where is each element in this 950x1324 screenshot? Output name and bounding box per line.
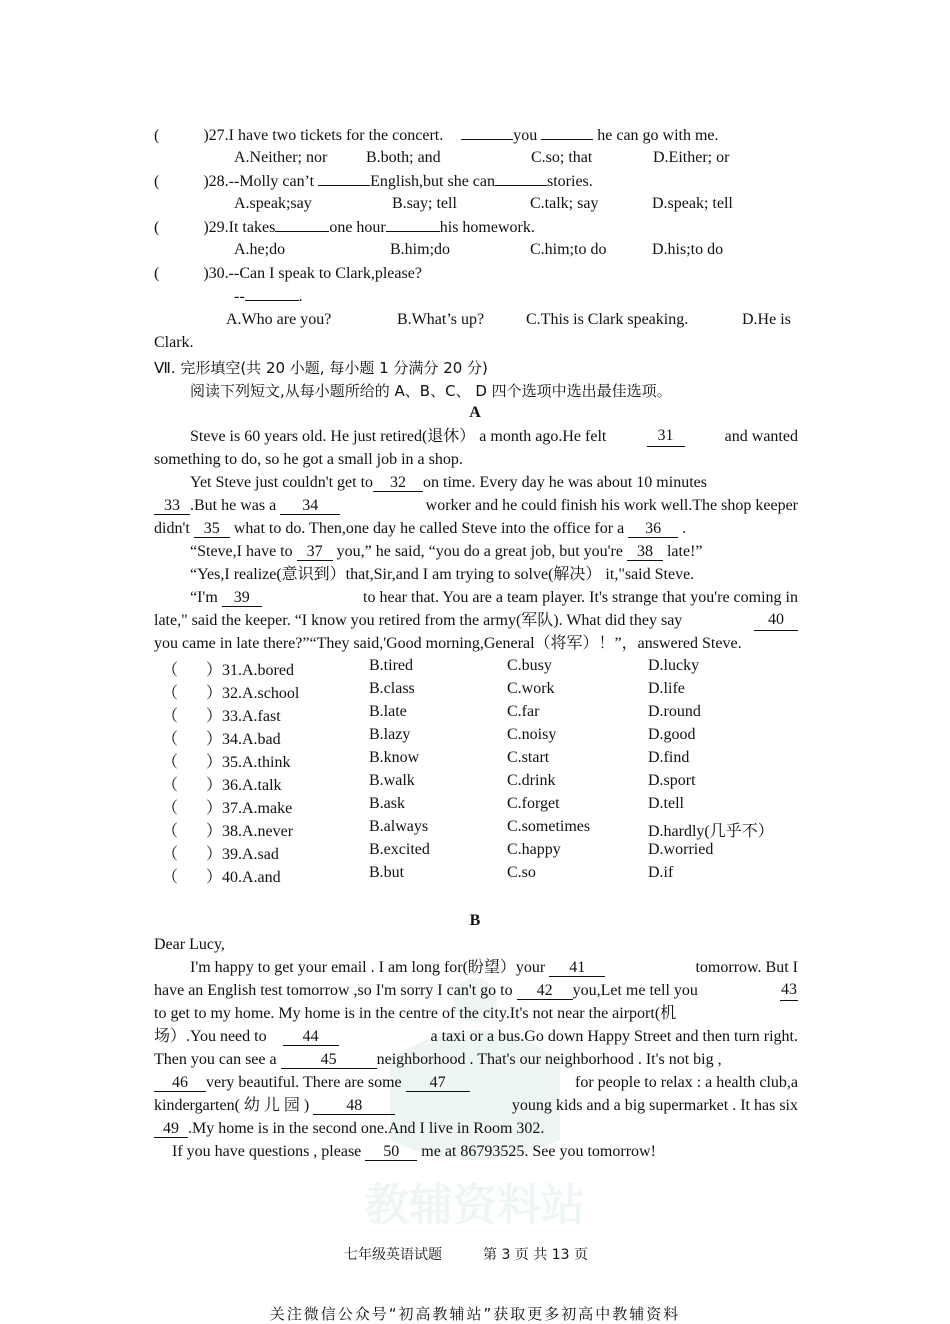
option-29b: B.him;do [390,241,451,258]
blank [541,139,593,140]
blank [495,185,547,186]
answer-paren: （ [162,708,179,725]
passage-b-line3: to get to my home. My home is in the centre of the city.It's not near the airport(机 [154,1005,677,1022]
passage-a-line5: didn't 35 what to do. Then,one day he called Steve into the office for a 36 . [154,520,687,537]
passage-b-line1: I'm happy to get your email . I am long for(盼望）your 41 tomorrow. But I [190,959,798,976]
option-d: D.sport [648,772,696,789]
option-c: C.sometimes [507,818,591,835]
option-b: B.late [369,703,407,720]
option-27d: D.Either; or [653,149,730,166]
passage-a-line7: “Yes,I realize(意识到）that,Sir,and I am trying to solve(解决） it,"said Steve. [190,566,695,583]
option-28b: B.say; tell [392,195,457,212]
passage-a-line1: Steve is 60 years old. He just retired(退休） a month ago.He felt 31 and wanted [190,427,798,445]
passage-a-line6: “Steve,I have to 37 you,” he said, “you do a great job, but you're 38 late!” [190,543,703,560]
option-b: B.lazy [369,726,411,743]
option-a: ）34.A.bad [206,731,281,748]
option-b: B.know [369,749,420,766]
option-28a: A.speak;say [234,195,312,212]
passage-b-line5: Then you can see a 45 neighborhood . That's our neighborhood . It's not big , [154,1051,722,1068]
option-d: D.good [648,726,696,743]
option-c: C.drink [507,772,556,789]
option-27c: C.so; that [531,149,593,166]
option-c: C.so [507,864,536,881]
option-d: D.lucky [648,657,700,674]
option-a: ）32.A.school [206,685,300,702]
option-d: D.hardly(几乎不） [648,823,774,840]
option-c: C.busy [507,657,552,674]
passage-b-line6: 46 very beautiful. There are some 47 for people to relax : a health club,a [154,1073,798,1093]
option-c: C.far [507,703,540,720]
answer-paren: （ [162,662,179,679]
option-30b: B.What’s up? [397,311,485,328]
passage-a-line4: 33 .But he was a 34 worker and he could finish his work well.The shop keeper [154,496,798,516]
passage-b-line8: 49 .My home is in the second one.And I live in Room 302. [154,1119,544,1139]
option-29c: C.him;to do [530,241,607,258]
section-heading: Ⅶ. 完形填空(共 20 小题, 每小题 1 分满分 20 分) [154,359,488,377]
option-27b: B.both; and [366,149,441,166]
option-c: C.start [507,749,550,766]
watermark-text: 教辅资料站 [365,1180,585,1231]
option-c: C.work [507,680,555,697]
option-28c: C.talk; say [530,195,599,212]
question-27: ( )27.I have two tickets for the concert. you he can go with me. [154,127,719,144]
passage-a-line9: late," said the keeper. “I know you retired from the army(军队). What did they say 40 [154,611,798,631]
question-28: ( )28.--Molly can’t English,but she can stories. [154,173,593,190]
answer-paren: （ [162,754,179,771]
option-d: D.round [648,703,701,720]
option-29d: D.his;to do [652,241,724,258]
passage-a-line2: something to do, so he got a small job in a shop. [154,451,463,468]
option-a: ）36.A.talk [206,777,282,794]
option-b: B.ask [369,795,405,812]
option-30d-wrap: Clark. [154,334,194,351]
blank [461,139,513,140]
question-30: ( )30.--Can I speak to Clark,please? [154,265,422,282]
option-d: D.life [648,680,685,697]
option-b: B.but [369,864,405,881]
passage-b-line7: kindergarten( 幼 儿 园 ) 48 young kids and a big supermarket . It has six [154,1097,798,1114]
passage-a-title: A [469,404,481,421]
option-b: B.excited [369,841,430,858]
question-29: ( )29.It takes one hour his homework. [154,219,535,236]
blank [386,231,440,232]
option-d: D.if [648,864,674,881]
option-a: ）33.A.fast [206,708,281,725]
answer-paren: （ [162,777,179,794]
letter-greeting: Dear Lucy, [154,936,225,953]
option-30d: D.He is [742,311,791,328]
option-a: ）39.A.sad [206,846,279,863]
passage-a-line3: Yet Steve just couldn't get to 32 on time. Every day he was about 10 minutes [190,474,707,491]
passage-b-line2: have an English test tomorrow ,so I'm sorry I can't go to 42 you,Let me tell you 43 [154,981,797,999]
option-a: ）38.A.never [206,823,294,840]
option-a: ）37.A.make [206,800,293,817]
passage-b-line4: 场）.You need to 44 a taxi or a bus.Go down Happy Street and then turn right. [154,1028,798,1045]
option-c: C.happy [507,841,561,858]
option-c: C.noisy [507,726,557,743]
option-b: B.class [369,680,415,697]
blank [318,185,370,186]
option-c: C.forget [507,795,560,812]
blank [275,231,329,232]
passage-a-line10: you came in late there?”“They said,'Good morning,General（将军）！”，answered Steve. [154,635,742,652]
reply-30: -- . [234,288,303,305]
option-d: D.find [648,749,690,766]
answer-paren: （ [162,823,179,840]
option-b: B.walk [369,772,415,789]
answer-paren: （ [162,800,179,817]
answer-paren: （ [162,869,179,886]
option-27a: A.Neither; nor [234,149,328,166]
answer-paren: （ [162,731,179,748]
passage-b-line9: If you have questions , please 50 me at 86793525. See you tomorrow! [172,1143,656,1160]
option-30a: A.Who are you? [226,311,332,328]
option-29a: A.he;do [234,241,286,258]
answer-paren: （ [162,685,179,702]
promo-text: 关注微信公众号“初高教辅站”获取更多初高中教辅资料 [269,1305,681,1323]
option-a: ）31.A.bored [206,662,294,679]
option-d: D.tell [648,795,684,812]
page-number: 第 3 页 共 13 页 [483,1247,588,1263]
option-28d: D.speak; tell [652,195,733,212]
option-a: ）40.A.and [206,869,281,886]
answer-paren: （ [162,846,179,863]
option-30c: C.This is Clark speaking. [526,311,689,328]
footer-label: 七年级英语试题 [344,1247,442,1263]
passage-b-title: B [469,912,481,929]
option-d: D.worried [648,841,714,858]
section-instruction: 阅读下列短文,从每小题所给的 A、B、C、 D 四个选项中选出最佳选项。 [190,382,672,400]
passage-a-line8: “I'm 39 to hear that. You are a team player. It's strange that you're coming in [190,589,798,606]
option-b: B.tired [369,657,413,674]
option-a: ）35.A.think [206,754,291,771]
option-b: B.always [369,818,429,835]
